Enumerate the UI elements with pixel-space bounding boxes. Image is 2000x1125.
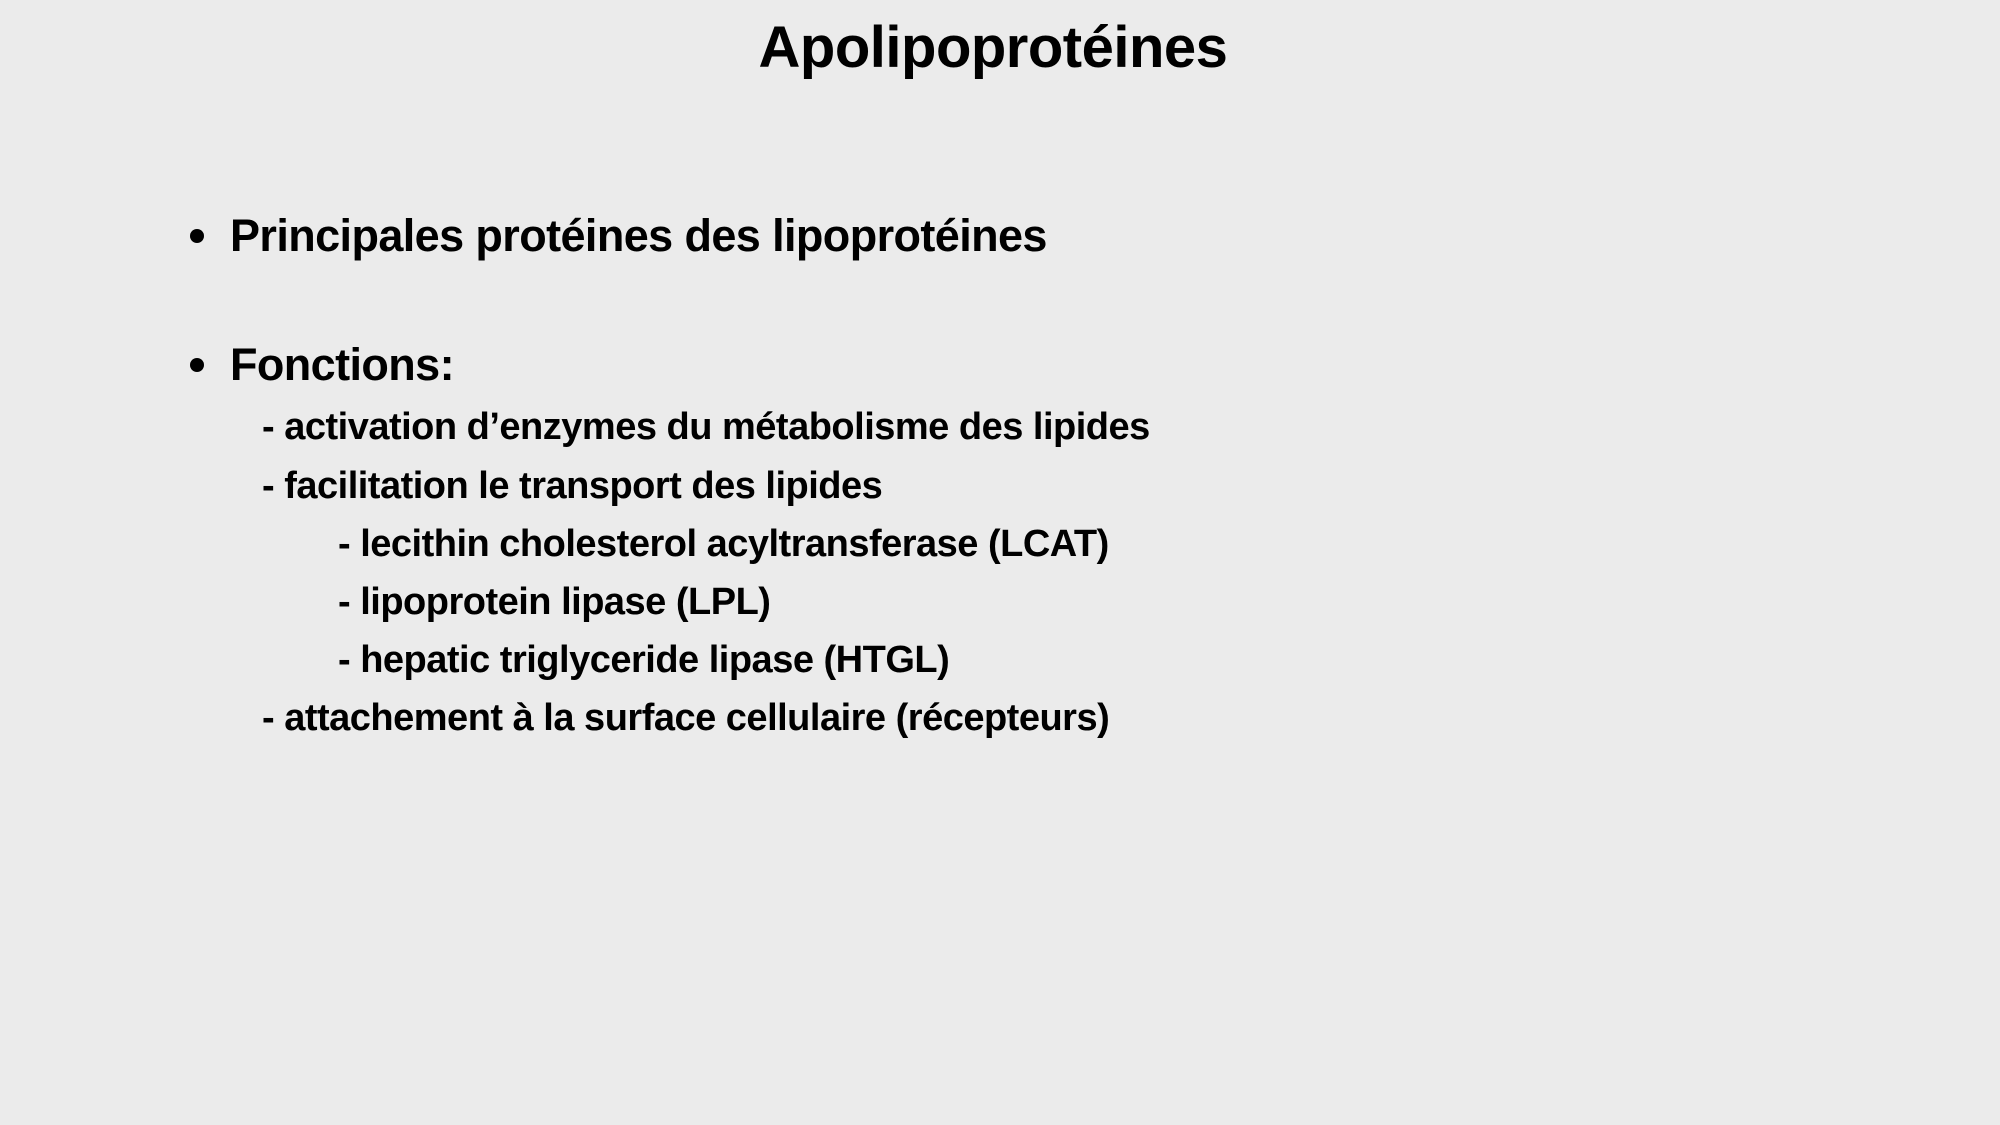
bullet-item (190, 339, 454, 391)
sub-item: - activation d’enzymes du métabolisme des lipides (262, 406, 1150, 448)
sub-item: - attachement à la surface cellulaire (récepteurs) (262, 697, 1110, 739)
bullet-text: Fonctions: (230, 339, 454, 390)
bullet-text: Principales protéines des lipoprotéines (230, 210, 1047, 261)
slide-title: Apolipoprotéines (758, 15, 1228, 80)
sub-item: - facilitation le transport des lipides (262, 465, 883, 507)
sub-sub-item: - hepatic triglyceride lipase (HTGL) (338, 639, 950, 681)
bullet-item (190, 210, 1047, 262)
sub-sub-item: - lecithin cholesterol acyltransferase (LCAT) (338, 523, 1109, 565)
bullet-icon (190, 229, 204, 243)
sub-sub-item: - lipoprotein lipase (LPL) (338, 581, 771, 623)
bullet-icon (190, 358, 204, 372)
